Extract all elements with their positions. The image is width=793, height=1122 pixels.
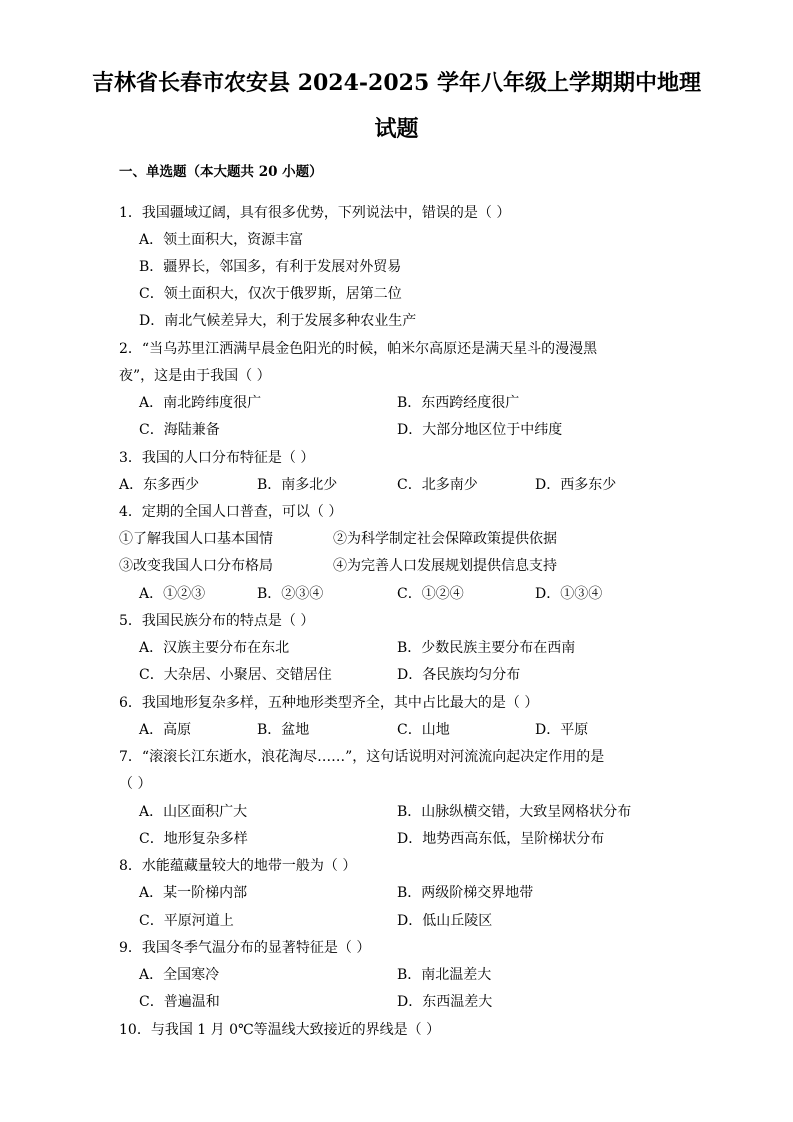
option: D．西多东少 bbox=[535, 477, 617, 493]
exam-title-continued: 试题 bbox=[374, 116, 419, 142]
option: C．大杂居、小聚居、交错居住 bbox=[139, 667, 332, 683]
option: D．东西温差大 bbox=[397, 994, 493, 1010]
question-stem: 1．我国疆域辽阔，具有很多优势，下列说法中，错误的是（ ） bbox=[119, 205, 511, 221]
statement-item: ④为完善人口发展规划提供信息支持 bbox=[333, 558, 557, 574]
option: A．高原 bbox=[139, 722, 192, 738]
option: D．南北气候差异大，利于发展多种农业生产 bbox=[139, 313, 417, 329]
option: A．全国寒冷 bbox=[139, 967, 220, 983]
option: A．领土面积大，资源丰富 bbox=[139, 232, 304, 248]
option: D．平原 bbox=[535, 722, 589, 738]
option: C．海陆兼备 bbox=[139, 422, 220, 438]
option: B．南多北少 bbox=[257, 477, 338, 493]
option: C．平原河道上 bbox=[139, 913, 234, 929]
question-stem-continued: 夜”，这是由于我国（ ） bbox=[119, 368, 271, 384]
option: A．南北跨纬度很广 bbox=[139, 395, 262, 411]
option: C．山地 bbox=[397, 722, 450, 738]
question-stem: 2．“当乌苏里江洒满早晨金色阳光的时候，帕米尔高原还是满天星斗的漫漫黑 bbox=[119, 341, 598, 357]
option: A．山区面积广大 bbox=[139, 804, 248, 820]
option: A．东多西少 bbox=[119, 477, 200, 493]
option: B．两级阶梯交界地带 bbox=[397, 885, 534, 901]
option: C．普遍温和 bbox=[139, 994, 220, 1010]
option: B．盆地 bbox=[257, 722, 310, 738]
option: C．地形复杂多样 bbox=[139, 831, 248, 847]
statement-item: ②为科学制定社会保障政策提供依据 bbox=[333, 531, 557, 547]
option: B．②③④ bbox=[257, 586, 324, 602]
option: B．东西跨经度很广 bbox=[397, 395, 520, 411]
option: B．山脉纵横交错，大致呈网格状分布 bbox=[397, 804, 632, 820]
question-stem: 3．我国的人口分布特征是（ ） bbox=[119, 450, 315, 466]
option: C．北多南少 bbox=[397, 477, 478, 493]
question-stem: 7．“滚滚长江东逝水，浪花淘尽……”，这句话说明对河流流向起决定作用的是 bbox=[119, 749, 605, 765]
option: C．领土面积大，仅次于俄罗斯，居第二位 bbox=[139, 286, 402, 302]
option: D．大部分地区位于中纬度 bbox=[397, 422, 563, 438]
option: A．汉族主要分布在东北 bbox=[139, 640, 290, 656]
question-stem: 10．与我国 1 月 0℃等温线大致接近的界线是（ ） bbox=[119, 1022, 441, 1038]
exam-title: 吉林省长春市农安县 2024-2025 学年八年级上学期期中地理 bbox=[92, 70, 701, 96]
option: D．①③④ bbox=[535, 586, 603, 602]
question-stem: 9．我国冬季气温分布的显著特征是（ ） bbox=[119, 940, 371, 956]
option: A．某一阶梯内部 bbox=[139, 885, 248, 901]
option: D．低山丘陵区 bbox=[397, 913, 493, 929]
option: D．地势西高东低，呈阶梯状分布 bbox=[397, 831, 605, 847]
statement-item: ①了解我国人口基本国情 bbox=[119, 531, 273, 547]
question-stem-continued: （ ） bbox=[119, 776, 152, 792]
option: B．疆界长，邻国多，有利于发展对外贸易 bbox=[139, 259, 402, 275]
section-heading: 一、单选题（本大题共 20 小题） bbox=[119, 164, 323, 180]
question-stem: 8．水能蕴藏量较大的地带一般为（ ） bbox=[119, 858, 357, 874]
option: B．南北温差大 bbox=[397, 967, 492, 983]
question-stem: 6．我国地形复杂多样，五种地形类型齐全，其中占比最大的是（ ） bbox=[119, 695, 539, 711]
question-stem: 4．定期的全国人口普查，可以（ ） bbox=[119, 504, 343, 520]
option: D．各民族均匀分布 bbox=[397, 667, 521, 683]
option: A．①②③ bbox=[139, 586, 206, 602]
option: C．①②④ bbox=[397, 586, 464, 602]
option: B．少数民族主要分布在西南 bbox=[397, 640, 576, 656]
statement-item: ③改变我国人口分布格局 bbox=[119, 558, 273, 574]
question-stem: 5．我国民族分布的特点是（ ） bbox=[119, 613, 315, 629]
